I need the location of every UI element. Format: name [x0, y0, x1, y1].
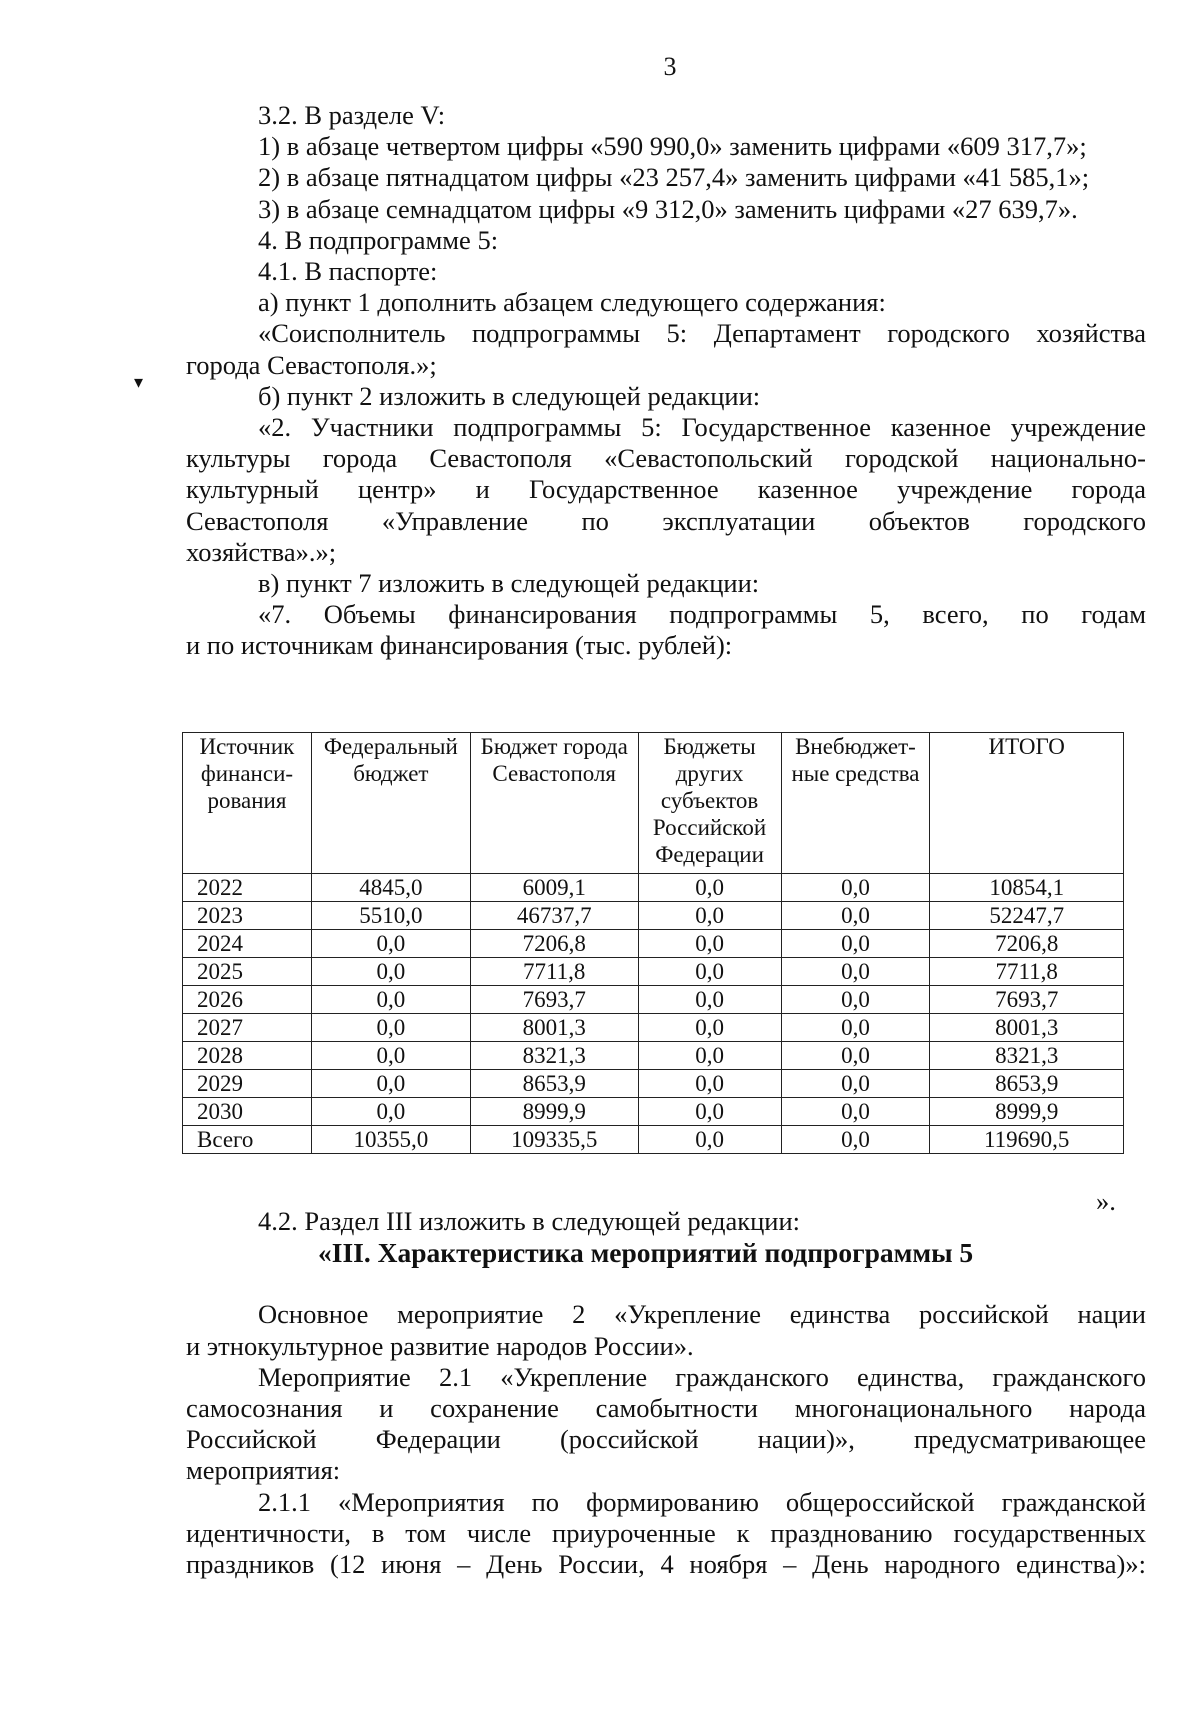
cell-city: 7206,8 — [470, 930, 638, 958]
quote-a-line-2: города Севастополя.»; — [186, 349, 437, 380]
cell-other-subjects: 0,0 — [638, 1098, 781, 1126]
cell-federal: 0,0 — [311, 986, 470, 1014]
cell-total: 7693,7 — [930, 986, 1124, 1014]
point-a: а) пункт 1 дополнить абзацем следующего содержания: — [258, 287, 886, 318]
cell-extrabudget: 0,0 — [781, 958, 930, 986]
cell-total: 8653,9 — [930, 1070, 1124, 1098]
cell-federal: 0,0 — [311, 958, 470, 986]
table-row — [183, 986, 1124, 1014]
main-event-line-1: Основное мероприятие 2 «Укрепление единства российской нации — [258, 1299, 1146, 1330]
point-v: в) пункт 7 изложить в следующей редакции: — [258, 568, 760, 599]
section-iii-title: «III. Характеристика мероприятий подпрограммы 5 — [318, 1237, 974, 1269]
table-row — [183, 1098, 1124, 1126]
cell-year: 2026 — [183, 986, 312, 1014]
table-row — [183, 958, 1124, 986]
table-body — [183, 874, 1124, 1154]
table-row — [183, 930, 1124, 958]
table-header-row — [183, 733, 1124, 874]
cell-federal: 0,0 — [311, 1042, 470, 1070]
header-total: ИТОГО — [930, 733, 1124, 874]
cell-other-subjects: 0,0 — [638, 902, 781, 930]
quote-b-line-1: «2. Участники подпрограммы 5: Государственное казенное учреждение — [258, 412, 1146, 443]
section-32-heading: 3.2. В разделе V: — [258, 100, 446, 130]
event-211-line-2: идентичности, в том числе приуроченные к празднованию государственных — [186, 1517, 1146, 1548]
cell-total: 7206,8 — [930, 930, 1124, 958]
cell-year: 2029 — [183, 1070, 312, 1098]
quote-b-line-2: культуры города Севастополя «Севастопольский городской национально- — [186, 443, 1146, 474]
event-21-line-3: Российской Федерации (российской нации)», предусматривающее — [186, 1424, 1146, 1455]
cell-city: 8001,3 — [470, 1014, 638, 1042]
section-32-item-3: 3) в абзаце семнадцатом цифры «9 312,0» заменить цифрами «27 639,7». — [258, 193, 1078, 224]
quote-b-line-4: Севастополя «Управление по эксплуатации объектов городского — [186, 505, 1146, 536]
cell-year: 2024 — [183, 930, 312, 958]
main-event-line-2: и этнокультурное развитие народов России». — [186, 1330, 694, 1361]
event-211-line-1: 2.1.1 «Мероприятия по формированию общероссийской гражданской — [258, 1486, 1146, 1517]
margin-mark: ▾ — [134, 372, 144, 392]
cell-federal: 0,0 — [311, 1098, 470, 1126]
cell-city: 46737,7 — [470, 902, 638, 930]
header-federal: Федеральный бюджет — [311, 733, 470, 874]
cell-year: 2023 — [183, 902, 312, 930]
table-closing-quote: ». — [1096, 1186, 1116, 1216]
table-row — [183, 1070, 1124, 1098]
header-extrabudget: Внебюджет-ные средства — [781, 733, 930, 874]
cell-city: 8321,3 — [470, 1042, 638, 1070]
cell-extrabudget: 0,0 — [781, 986, 930, 1014]
cell-year: Всего — [183, 1126, 312, 1154]
cell-year: 2030 — [183, 1098, 312, 1126]
quote-v-line-2: и по источникам финансирования (тыс. рублей): — [186, 630, 733, 661]
table-row — [183, 874, 1124, 902]
cell-other-subjects: 0,0 — [638, 1070, 781, 1098]
cell-extrabudget: 0,0 — [781, 1042, 930, 1070]
cell-city: 109335,5 — [470, 1126, 638, 1154]
cell-extrabudget: 0,0 — [781, 1126, 930, 1154]
cell-other-subjects: 0,0 — [638, 1042, 781, 1070]
header-city: Бюджет города Севастополя — [470, 733, 638, 874]
cell-year: 2028 — [183, 1042, 312, 1070]
cell-total: 8321,3 — [930, 1042, 1124, 1070]
quote-b-line-5: хозяйства».»; — [186, 536, 337, 567]
cell-total: 7711,8 — [930, 958, 1124, 986]
section-41-heading: 4.1. В паспорте: — [258, 256, 438, 287]
cell-federal: 0,0 — [311, 1014, 470, 1042]
cell-extrabudget: 0,0 — [781, 1098, 930, 1126]
page-number: 3 — [663, 52, 677, 81]
event-211-line-3: праздников (12 июня – День России, 4 ноября – День народного единства)»: — [186, 1549, 1146, 1580]
quote-a-line-1: «Соисполнитель подпрограммы 5: Департамент городского хозяйства — [258, 318, 1146, 349]
cell-federal: 0,0 — [311, 930, 470, 958]
table-row — [183, 1126, 1124, 1154]
header-source: Источник финанси-рования — [183, 733, 312, 874]
section-32-item-2: 2) в абзаце пятнадцатом цифры «23 257,4» заменить цифрами «41 585,1»; — [258, 162, 1090, 193]
table-row — [183, 1014, 1124, 1042]
cell-other-subjects: 0,0 — [638, 958, 781, 986]
cell-federal: 5510,0 — [311, 902, 470, 930]
cell-total: 119690,5 — [930, 1126, 1124, 1154]
section-4-heading: 4. В подпрограмме 5: — [258, 224, 499, 255]
cell-federal: 4845,0 — [311, 874, 470, 902]
cell-year: 2025 — [183, 958, 312, 986]
cell-year: 2022 — [183, 874, 312, 902]
quote-b-line-3: культурный центр» и Государственное казенное учреждение города — [186, 474, 1146, 505]
cell-city: 7711,8 — [470, 958, 638, 986]
event-21-line-4: мероприятия: — [186, 1455, 341, 1486]
event-21-line-2: самосознания и сохранение самобытности многонационального народа — [186, 1393, 1146, 1424]
cell-total: 8001,3 — [930, 1014, 1124, 1042]
cell-extrabudget: 0,0 — [781, 930, 930, 958]
table-row — [183, 902, 1124, 930]
table-row — [183, 1042, 1124, 1070]
cell-total: 8999,9 — [930, 1098, 1124, 1126]
cell-total: 10854,1 — [930, 874, 1124, 902]
cell-extrabudget: 0,0 — [781, 1014, 930, 1042]
cell-other-subjects: 0,0 — [638, 874, 781, 902]
section-32-item-1: 1) в абзаце четвертом цифры «590 990,0» заменить цифрами «609 317,7»; — [258, 131, 1087, 162]
cell-extrabudget: 0,0 — [781, 1070, 930, 1098]
financing-table — [182, 732, 1124, 1154]
section-42-heading: 4.2. Раздел III изложить в следующей редакции: — [258, 1206, 801, 1236]
cell-extrabudget: 0,0 — [781, 902, 930, 930]
cell-city: 8999,9 — [470, 1098, 638, 1126]
upper-text — [186, 100, 1146, 662]
cell-other-subjects: 0,0 — [638, 1014, 781, 1042]
point-b: б) пункт 2 изложить в следующей редакции: — [258, 380, 761, 411]
cell-city: 8653,9 — [470, 1070, 638, 1098]
cell-other-subjects: 0,0 — [638, 930, 781, 958]
cell-city: 6009,1 — [470, 874, 638, 902]
event-21-line-1: Мероприятие 2.1 «Укрепление гражданского единства, гражданского — [258, 1361, 1146, 1392]
cell-extrabudget: 0,0 — [781, 874, 930, 902]
cell-city: 7693,7 — [470, 986, 638, 1014]
cell-other-subjects: 0,0 — [638, 1126, 781, 1154]
quote-v-line-1: «7. Объемы финансирования подпрограммы 5, всего, по годам — [258, 599, 1146, 630]
header-other-subjects: Бюджеты других субъектов Российской Федерации — [638, 733, 781, 874]
cell-federal: 0,0 — [311, 1070, 470, 1098]
cell-year: 2027 — [183, 1014, 312, 1042]
lower-text — [186, 1206, 1146, 1580]
cell-total: 52247,7 — [930, 902, 1124, 930]
cell-federal: 10355,0 — [311, 1126, 470, 1154]
cell-other-subjects: 0,0 — [638, 986, 781, 1014]
